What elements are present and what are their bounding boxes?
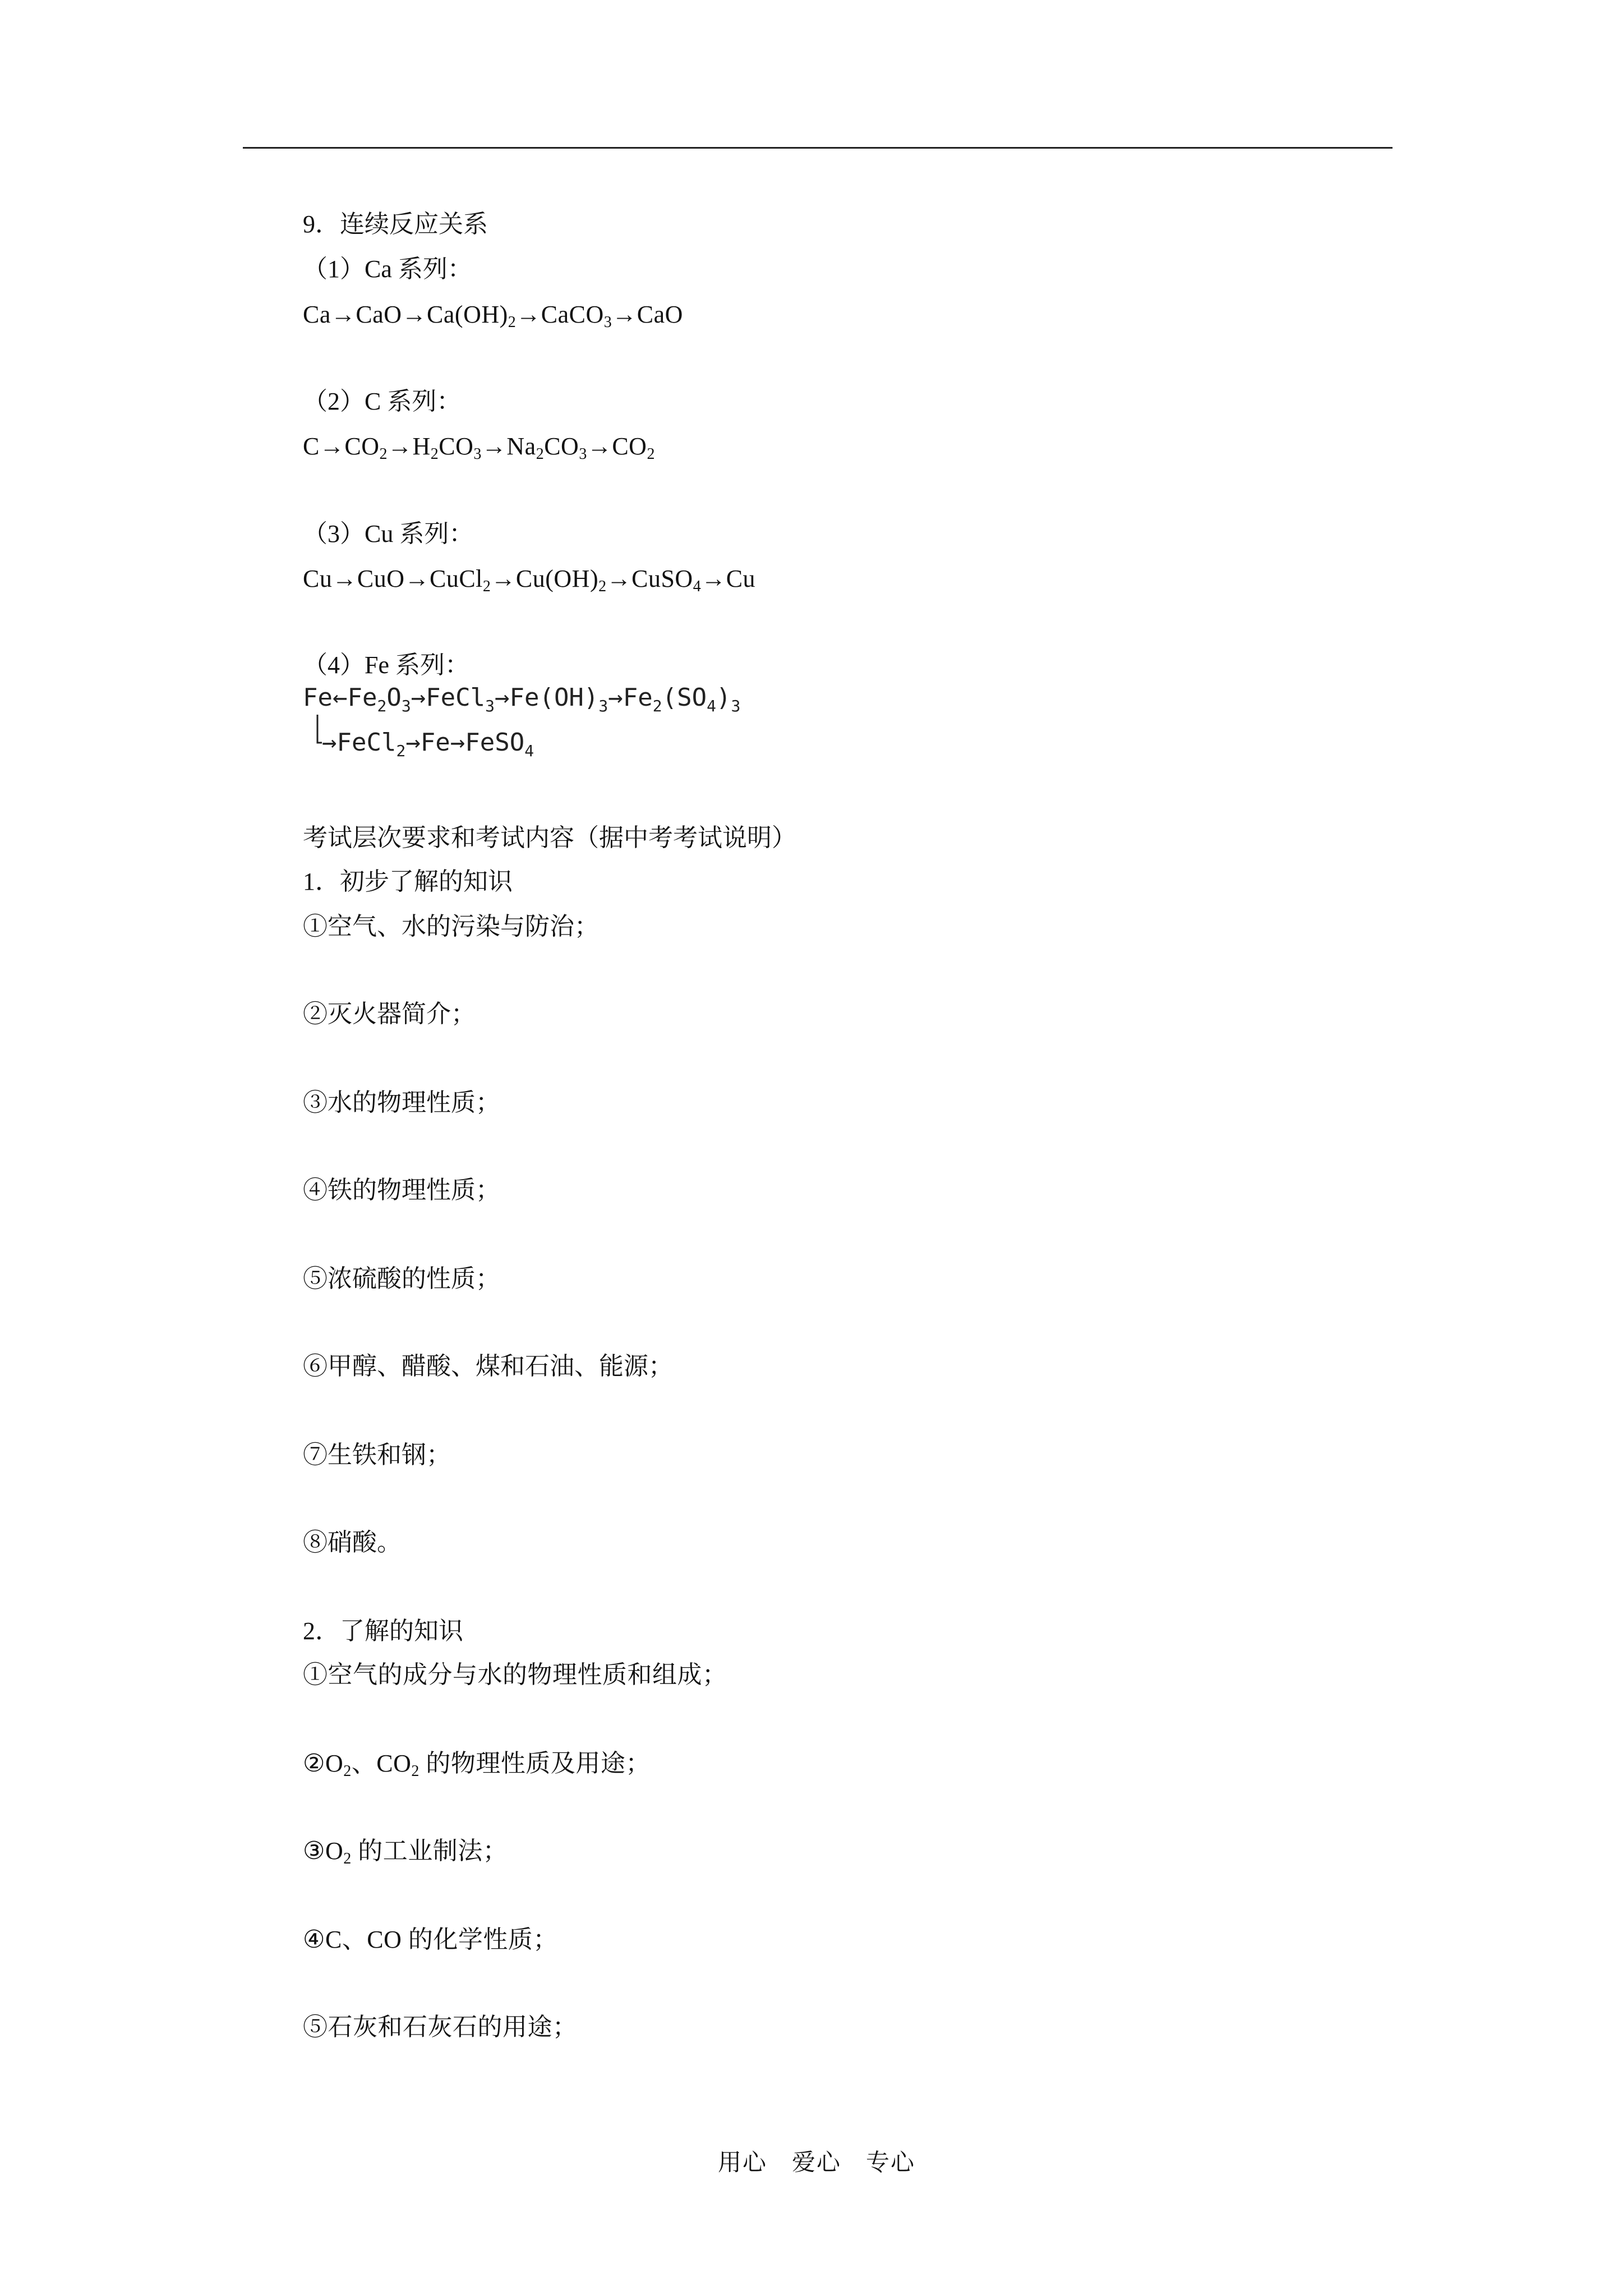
- chemical-species: CaO: [637, 301, 683, 328]
- ca-series-equation: [303, 299, 683, 330]
- level2-item: ④C、CO 的化学性质；: [303, 1926, 558, 1953]
- chemical-species: $H_2CO_3$: [412, 432, 482, 463]
- chemical-species: CaCO$_3$: [541, 301, 612, 331]
- chemical-species: Ca: [303, 301, 331, 328]
- branch-arrow-line: [317, 715, 322, 743]
- chemical-species: C: [303, 432, 320, 460]
- chemical-species: Cu: [726, 565, 756, 592]
- reaction-arrow: →: [491, 565, 516, 592]
- reaction-arrow: →: [612, 301, 637, 328]
- reaction-arrow: →: [387, 432, 413, 460]
- fe-main-chain: $Fe\leftarrow Fe_2O_3\to FeCl_3\to Fe(OH)_3\to Fe_2(SO_4)_3$: [303, 683, 741, 715]
- ca-series-label: （1）Ca 系列：: [303, 255, 472, 283]
- c-series-equation: [303, 431, 655, 462]
- cu-series-equation: [303, 563, 755, 595]
- reaction-arrow: →: [402, 301, 427, 328]
- reaction-arrow: →: [330, 301, 356, 328]
- level1-item: ⑦生铁和钢；: [303, 1441, 451, 1469]
- reaction-arrow: →: [516, 301, 541, 328]
- chemical-species: $CO_2$: [612, 432, 655, 463]
- level1-item: ④铁的物理性质；: [303, 1176, 500, 1204]
- chemical-species: CaO: [356, 301, 402, 328]
- reaction-arrow: →: [319, 432, 345, 460]
- header-rule: [243, 147, 1393, 149]
- level1-item: ⑤浓硫酸的性质；: [303, 1265, 500, 1292]
- level2-item: $②O_2$、$CO_2$ 的物理性质及用途；: [303, 1750, 651, 1780]
- fe-series-diagram: [303, 680, 819, 767]
- level1-item: ⑥甲醇、醋酸、煤和石油、能源；: [303, 1352, 673, 1380]
- reaction-arrow: →: [481, 432, 507, 460]
- level1-item: ③水的物理性质；: [303, 1089, 500, 1116]
- chemical-species: CuSO$_4$: [631, 565, 702, 595]
- reaction-arrow: →: [701, 565, 726, 592]
- c-series-label: （2）C 系列：: [303, 388, 462, 415]
- reaction-arrow: →: [606, 565, 632, 592]
- level2-item: $③O_2$ 的工业制法；: [303, 1837, 508, 1867]
- fe-series-label: （4）Fe 系列：: [303, 651, 469, 679]
- chemical-species: CuO: [357, 565, 405, 592]
- page-footer: 用心 爱心 专心: [718, 2150, 916, 2176]
- chemical-species: Cu: [303, 565, 333, 592]
- exam-title: 考试层次要求和考试内容（据中考考试说明）: [303, 824, 796, 852]
- chemical-species: $Cu(OH)_2$: [515, 565, 607, 595]
- reaction-arrow: →: [332, 565, 357, 592]
- level2-item: ①空气的成分与水的物理性质和组成；: [303, 1661, 727, 1688]
- level2-title: 2．了解的知识: [303, 1617, 463, 1645]
- chemical-species: $CO_2$: [344, 432, 388, 463]
- section-title: 9．连续反应关系: [303, 210, 488, 238]
- chemical-species: $Na_2CO_3$: [506, 432, 587, 463]
- level1-item: ⑧硝酸。: [303, 1529, 402, 1556]
- level1-title: 1．初步了解的知识: [303, 868, 513, 895]
- chemical-species: CuCl$_2$: [429, 565, 491, 595]
- level2-item: ⑤石灰和石灰石的用途；: [303, 2013, 578, 2041]
- reaction-arrow: →: [404, 565, 430, 592]
- chemical-species: $Ca(OH)_2$: [427, 301, 517, 331]
- fe-branch-chain: →FeCl$_2$→Fe→FeSO$_4$: [322, 728, 534, 760]
- level1-item: ②灭火器简介；: [303, 1000, 476, 1028]
- level1-item: ①空气、水的污染与防治；: [303, 913, 599, 940]
- cu-series-label: （3）Cu 系列：: [303, 520, 474, 547]
- reaction-arrow: →: [587, 432, 612, 460]
